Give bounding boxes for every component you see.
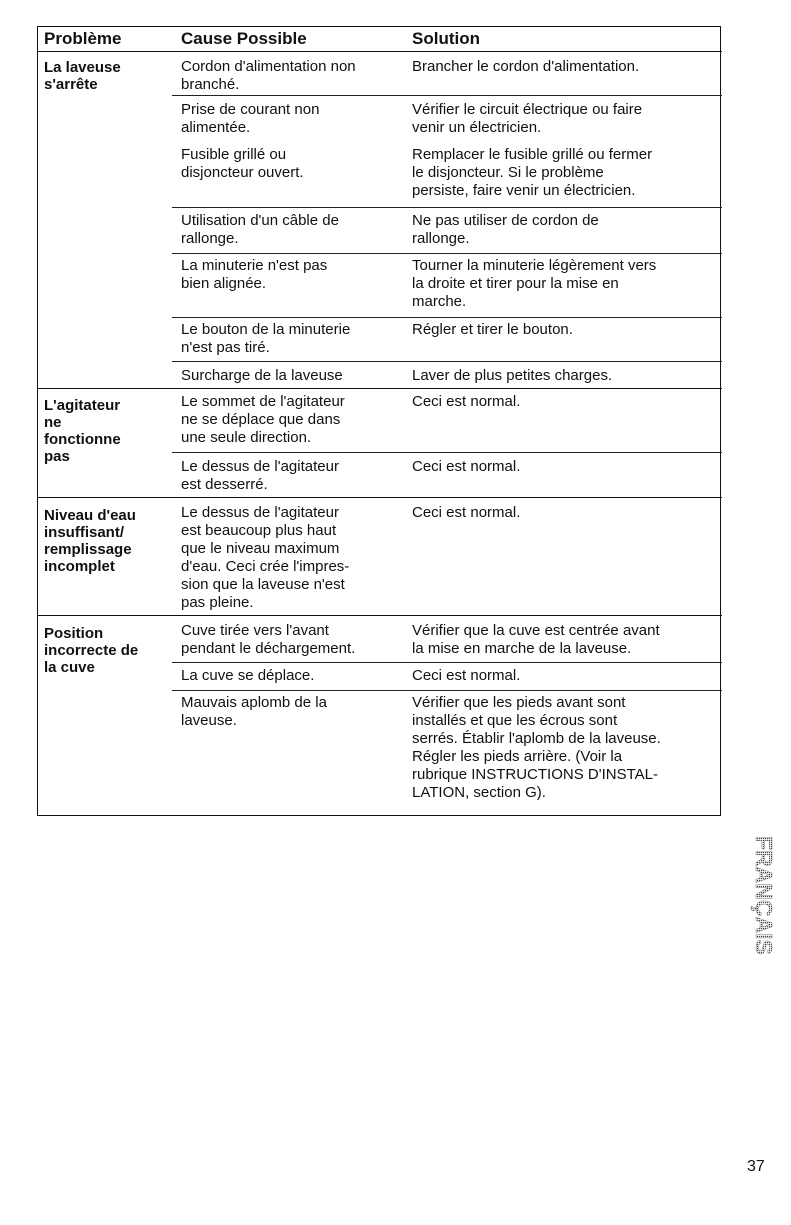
- side-language-tab: [722, 832, 777, 972]
- solution-cell: Régler et tirer le bouton.: [412, 321, 573, 338]
- cause-cell: La minuterie n'est pas bien alignée.: [181, 257, 328, 292]
- solution-cell: Vérifier que la cuve est centrée avant la mise en marche de la laveuse.: [412, 622, 660, 657]
- row-divider: [172, 690, 722, 691]
- solution-cell: Ne pas utiliser de cordon de rallonge.: [412, 212, 599, 247]
- row-divider: [172, 317, 722, 318]
- cause-cell: Utilisation d'un câble de rallonge.: [181, 212, 339, 247]
- solution-cell: Ceci est normal.: [412, 667, 521, 684]
- cause-cell: La cuve se déplace.: [181, 667, 315, 684]
- row-divider: [172, 662, 722, 663]
- row-divider: [172, 361, 722, 362]
- problem-position-cuve: Position incorrecte de la cuve: [44, 625, 139, 676]
- side-tab-text: FRANÇAIS: [751, 836, 777, 955]
- solution-cell: Tourner la minuterie légèrement vers la droite et tirer pour la mise en marche.: [412, 257, 657, 310]
- cause-cell: Prise de courant non alimentée.: [181, 101, 320, 136]
- row-divider: [172, 452, 722, 453]
- header-cause: Cause Possible: [181, 29, 307, 48]
- cause-cell: Surcharge de la laveuse: [181, 367, 343, 384]
- problem-laveuse-arrete: La laveuse s'arrête: [44, 59, 121, 93]
- solution-cell: Ceci est normal.: [412, 393, 521, 410]
- problem-niveau-eau: Niveau d'eau insuffisant/ remplissage incomplet: [44, 507, 136, 575]
- cause-cell: Cordon d'alimentation non branché.: [181, 58, 356, 93]
- solution-cell: Ceci est normal.: [412, 504, 521, 521]
- group-divider: [38, 615, 722, 616]
- cause-cell: Le dessus de l'agitateur est desserré.: [181, 458, 339, 493]
- cause-cell: Le sommet de l'agitateur ne se déplace que dans une seule direction.: [181, 393, 345, 446]
- solution-cell: Brancher le cordon d'alimentation.: [412, 58, 640, 75]
- solution-cell: Vérifier que les pieds avant sont installés et que les écrous sont serrés. Établir l'aplomb de la laveuse. Régler les pieds arrière. (Voir la rubrique INSTRUCTIONS D'INSTAL- LATION, section G).: [412, 694, 661, 801]
- solution-cell: Remplacer le fusible grillé ou fermer le disjoncteur. Si le problème persiste, faire venir un électricien.: [412, 146, 653, 199]
- problem-agitateur: L'agitateur ne fonctionne pas: [44, 397, 121, 465]
- cause-cell: Fusible grillé ou disjoncteur ouvert.: [181, 146, 304, 181]
- header-divider: [38, 51, 722, 52]
- group-divider: [38, 388, 722, 389]
- troubleshooting-table: [37, 26, 721, 816]
- row-divider: [172, 207, 722, 208]
- row-divider: [172, 95, 722, 96]
- cause-cell: Le dessus de l'agitateur est beaucoup plus haut que le niveau maximum d'eau. Ceci crée l'impres- sion que la laveuse n'est pas pleine.: [181, 504, 350, 611]
- solution-cell: Ceci est normal.: [412, 458, 521, 475]
- cause-cell: Le bouton de la minuterie n'est pas tiré.: [181, 321, 351, 356]
- group-divider: [38, 497, 722, 498]
- header-probleme: Problème: [44, 29, 122, 48]
- row-divider: [172, 253, 722, 254]
- header-solution: Solution: [412, 29, 480, 48]
- page-number: 37: [747, 1158, 765, 1175]
- cause-cell: Mauvais aplomb de la laveuse.: [181, 694, 327, 729]
- cause-cell: Cuve tirée vers l'avant pendant le déchargement.: [181, 622, 356, 657]
- solution-cell: Vérifier le circuit électrique ou faire venir un électricien.: [412, 101, 643, 136]
- solution-cell: Laver de plus petites charges.: [412, 367, 613, 384]
